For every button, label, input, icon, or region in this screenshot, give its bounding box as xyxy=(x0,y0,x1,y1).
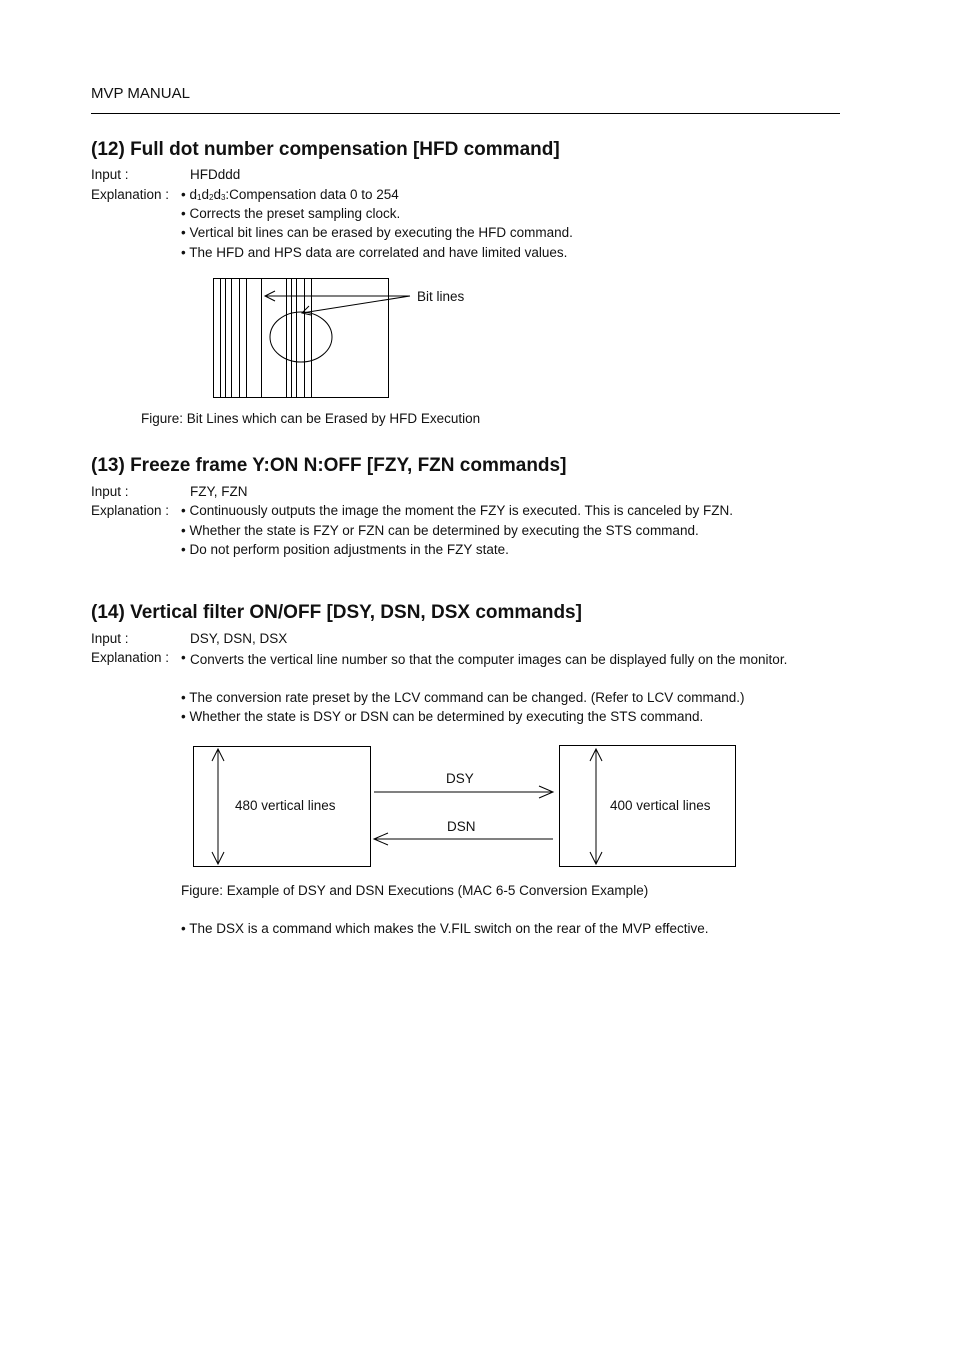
section-13-heading: (13) Freeze frame Y:ON N:OFF [FZY, FZN commands] xyxy=(91,455,567,476)
s14-figure-caption: Figure: Example of DSY and DSN Executions (MAC 6-5 Conversion Example) xyxy=(181,883,649,898)
left-box-label: 480 vertical lines xyxy=(235,798,336,813)
s13-item-3: • Do not perform position adjustments in the FZY state. xyxy=(181,542,509,557)
s12-item-1: • $d_1d_2d_3:Compensation$ data 0 to 254 xyxy=(181,187,399,202)
s12-item-2: • Corrects the preset sampling clock. xyxy=(181,206,401,221)
s14-input-value: DSY, DSN, DSX xyxy=(190,631,288,646)
header-rule xyxy=(91,113,840,114)
s12-item-3: • Vertical bit lines can be erased by executing the HFD command. xyxy=(181,225,573,240)
s14-item-3: • Whether the state is DSY or DSN can be determined by executing the STS command. xyxy=(181,709,704,724)
s13-explanation-label: Explanation : xyxy=(91,503,170,518)
running-header: MVP MANUAL xyxy=(91,85,190,102)
s14-input-label: Input : xyxy=(91,631,129,646)
s13-item-2: • Whether the state is FZY or FZN can be determined by executing the STS command. xyxy=(181,523,699,538)
s12-input-label: Input : xyxy=(91,167,129,182)
s12-input-value: HFDddd xyxy=(190,167,241,182)
s12-explanation-label: Explanation : xyxy=(91,187,170,202)
section-12-heading: (12) Full dot number compensation [HFD command] xyxy=(91,139,560,160)
section-14-heading: (14) Vertical filter ON/OFF [DSY, DSN, DSX commands] xyxy=(91,602,582,623)
s13-item-1: • Continuously outputs the image the moment the FZY is executed. This is canceled by FZN. xyxy=(181,503,733,518)
s14-explanation-label: Explanation : xyxy=(91,650,170,665)
s12-figure-caption: Figure: Bit Lines which can be Erased by HFD Execution xyxy=(141,411,481,426)
s13-input-label: Input : xyxy=(91,484,129,499)
bit-lines-label: Bit lines xyxy=(417,289,465,304)
s14-dsx-note: • The DSX is a command which makes the V.FIL switch on the rear of the MVP effective. xyxy=(181,921,709,936)
s14-item-1-bullet: • xyxy=(181,650,186,665)
s14-item-2: • The conversion rate preset by the LCV command can be changed. (Refer to LCV command.) xyxy=(181,690,745,705)
s13-input-value: FZY, FZN xyxy=(190,484,248,499)
dsy-arrow-label: DSY xyxy=(446,771,474,786)
s14-item-1: Converts the vertical line number so that the computer images can be displayed fully on the monitor. xyxy=(190,652,788,667)
s12-item-4: • The HFD and HPS data are correlated and have limited values. xyxy=(181,245,568,260)
dsn-arrow-label: DSN xyxy=(447,819,476,834)
right-box-label: 400 vertical lines xyxy=(610,798,711,813)
